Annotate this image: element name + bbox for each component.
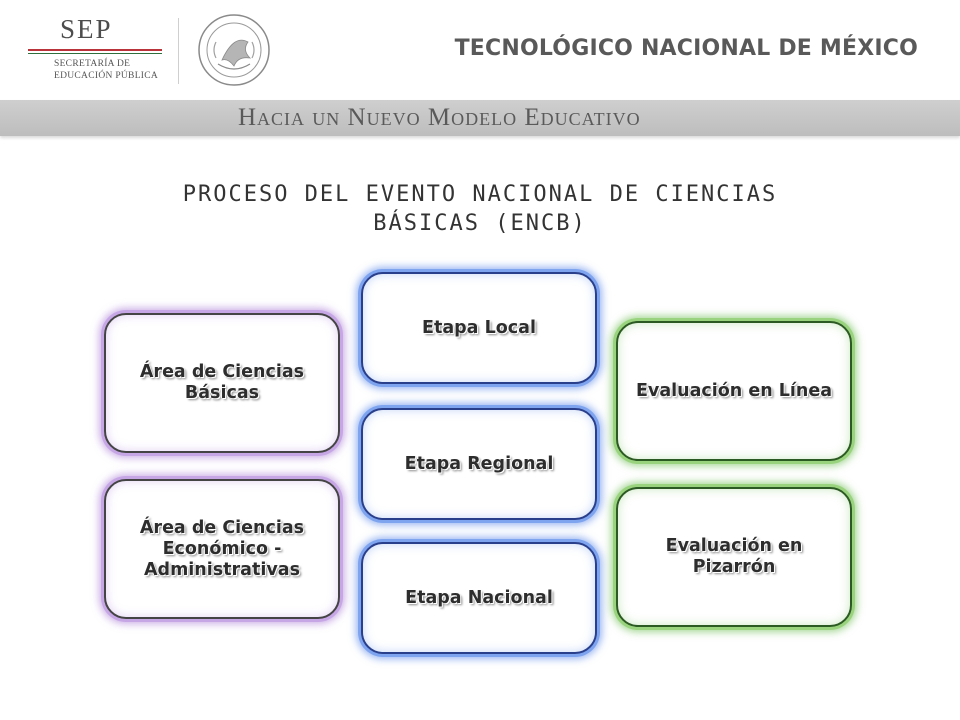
sep-wordmark: SEP [60, 14, 113, 44]
box-label: Etapa Nacional [405, 587, 553, 608]
box-area-ciencias-basicas [104, 313, 340, 453]
header [0, 0, 960, 100]
sep-red-rule [28, 49, 162, 51]
page-title-line1: PROCESO DEL EVENTO NACIONAL DE CIENCIAS [182, 182, 778, 207]
sep-subtitle [54, 58, 158, 82]
org-name: TECNOLÓGICO NACIONAL DE MÉXICO [454, 36, 918, 61]
box-label: Etapa Local [422, 317, 536, 338]
box-etapa-regional [361, 408, 597, 520]
box-etapa-nacional [361, 542, 597, 654]
national-seal-icon [192, 12, 276, 88]
box-label: Área de Ciencias Económico - Administrativas [139, 517, 305, 580]
box-etapa-local [361, 272, 597, 384]
box-area-ciencias-economico-administrativas [104, 479, 340, 619]
box-label: Etapa Regional [404, 453, 554, 474]
box-evaluacion-en-pizarron [616, 487, 852, 627]
box-label: Área de Ciencias Básicas [139, 362, 305, 403]
sep-subtitle-line2: EDUCACIÓN PÚBLICA [54, 71, 159, 81]
box-label: Evaluación en Línea [635, 380, 833, 401]
box-label: Evaluación en Pizarrón [665, 536, 803, 577]
page-title-line2: BÁSICAS (ENCB) [373, 211, 587, 236]
sep-subtitle-line1: SECRETARÍA DE [54, 59, 131, 69]
sep-green-rule [28, 53, 162, 54]
header-divider [178, 18, 179, 84]
page-title [130, 180, 830, 238]
sep-logo [22, 14, 172, 84]
box-evaluacion-en-linea [616, 321, 852, 461]
band-text: Hacia un Nuevo Modelo Educativo [238, 104, 641, 131]
